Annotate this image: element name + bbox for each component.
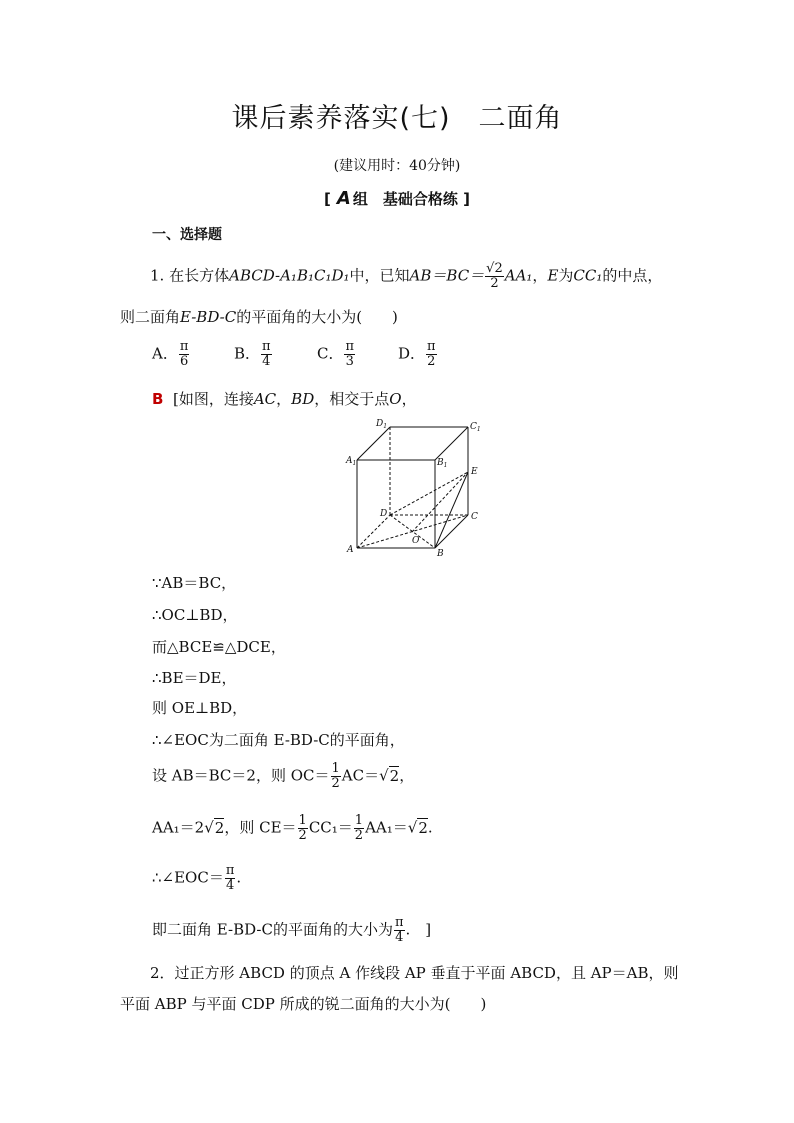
step-5: 则 OE⊥BD， — [152, 699, 248, 717]
option-label: D． — [398, 344, 426, 363]
q1-text: ， — [532, 266, 548, 285]
q2-line2: 平面 ABP 与平面 CDP 所成的锐二面角的大小为( ) — [120, 995, 487, 1013]
fraction — [225, 864, 236, 893]
frac-den: 4 — [262, 354, 271, 369]
q1-line2 — [120, 306, 398, 327]
step-3: 而△BCE≌△DCE， — [152, 638, 286, 656]
option-d[interactable] — [398, 340, 438, 369]
option-b[interactable] — [234, 340, 273, 369]
option-c[interactable] — [317, 340, 356, 369]
frac-den: 2 — [490, 276, 499, 291]
sqrt-value: 2 — [389, 766, 400, 785]
step-text: . ] — [405, 920, 432, 939]
option-label: A． — [152, 344, 178, 363]
fraction — [344, 340, 355, 369]
frac-num: 1 — [331, 761, 340, 776]
frac-num: √2 — [486, 261, 503, 276]
label-d1: $D_1$ — [376, 419, 388, 430]
label-b1: $B_1$ — [437, 458, 448, 469]
edge-b1c1 — [435, 427, 468, 460]
step-8: AA₁＝2√2，则 CE＝ $\frac{1}{2}$ CC₁＝ $\frac{1}{2}$ AA₁＝√2. — [152, 813, 433, 843]
frac-den: 2 — [298, 828, 307, 843]
frac-num: π — [394, 915, 404, 930]
group-letter: A — [336, 188, 351, 209]
q2-line1: 2．过正方形 ABCD 的顶点 A 作线段 AP 垂直于平面 ABCD，且 AP＝AB，则 — [150, 964, 679, 982]
frac-den: 4 — [395, 930, 404, 945]
answer-letter: B — [152, 390, 164, 408]
frac-num: π — [179, 339, 189, 354]
step-text: . — [236, 868, 242, 887]
option-label: C． — [317, 344, 344, 363]
frac-num: π — [427, 339, 436, 354]
label-a1: $A_1$ — [346, 456, 357, 467]
label-o: O — [412, 536, 420, 546]
step-text: ，则 CE＝ — [224, 818, 297, 837]
q1-solid: ABCD-A₁B₁C₁D₁ — [229, 266, 350, 285]
step-1: ∵AB＝BC， — [152, 574, 237, 592]
step-text: 设 AB＝BC＝2，则 OC＝ — [152, 766, 330, 785]
step-text: AA₁＝ — [365, 818, 408, 837]
step-text: AA₁＝2 — [152, 818, 205, 837]
answer-seg: AC — [253, 390, 277, 408]
label-d: D — [380, 509, 388, 519]
bracket-open: [ — [324, 190, 331, 208]
frac-num: π — [262, 339, 271, 354]
answer-intro — [152, 388, 417, 409]
fraction — [354, 814, 364, 843]
edge-be — [435, 472, 468, 548]
step-4: ∴BE＝DE， — [152, 669, 237, 687]
q1-text: 在长方体 — [169, 266, 230, 285]
q1-text: 为 — [558, 266, 574, 285]
q1-text: 的中点， — [602, 266, 663, 285]
frac-den: 2 — [354, 828, 364, 843]
q1-angle: E-BD-C — [180, 308, 237, 326]
answer-text: ， — [276, 390, 292, 408]
page-title — [0, 96, 794, 135]
step-text: ∴∠EOC＝ — [152, 868, 224, 887]
step-text: AC＝ — [341, 766, 380, 785]
fraction — [485, 262, 504, 291]
sqrt-value: 2 — [418, 818, 428, 837]
title-main: 课后素养落实(七) — [231, 103, 451, 134]
frac-num: 1 — [298, 813, 307, 828]
fraction — [331, 762, 341, 791]
answer-text: ，相交于点 — [314, 390, 390, 408]
q1-number: 1. — [150, 266, 165, 285]
frac-num: π — [345, 339, 355, 354]
q1-line1 — [150, 262, 662, 291]
label-e: E — [471, 467, 478, 477]
step-7: 设 AB＝BC＝2，则 OC＝ $\frac{1}{2}$ AC＝√2， — [152, 761, 415, 791]
title-topic: 二面角 — [478, 103, 563, 134]
edge-a1d1 — [357, 427, 390, 460]
frac-den: 4 — [225, 878, 235, 893]
step-2: ∴OC⊥BD， — [152, 606, 238, 624]
step-text: CC₁＝ — [308, 818, 353, 837]
step-text: . — [427, 818, 433, 837]
fraction — [426, 340, 437, 369]
fraction — [394, 916, 405, 945]
group-heading — [0, 188, 794, 209]
step-9 — [152, 864, 241, 893]
step-text: 即二面角 E-BD-C的平面角的大小为 — [152, 920, 393, 939]
step-text: ， — [399, 766, 415, 785]
bracket-close: ] — [463, 190, 470, 208]
q1-point: E — [547, 266, 559, 285]
frac-den: 3 — [345, 354, 354, 369]
answer-point: O — [389, 390, 402, 408]
option-a[interactable] — [152, 340, 190, 369]
q1-text: 则二面角 — [120, 308, 181, 326]
answer-text: [如图，连接 — [172, 390, 254, 408]
fraction — [261, 340, 272, 369]
label-c: C — [471, 512, 478, 522]
frac-num: π — [225, 863, 235, 878]
q1-eq: AB＝BC＝ — [409, 266, 485, 285]
label-c1: $C_1$ — [470, 422, 481, 433]
cuboid-figure — [340, 415, 490, 560]
fraction — [179, 340, 190, 369]
option-label: B． — [234, 344, 261, 363]
group-label: 组 基础合格练 — [352, 190, 458, 208]
section-heading: 一、选择题 — [152, 227, 222, 243]
frac-den: 2 — [427, 354, 436, 369]
answer-text: ， — [401, 390, 417, 408]
label-a: A — [347, 545, 354, 555]
q1-text: 中，已知 — [349, 266, 410, 285]
q1-text: 的平面角的大小为( ) — [236, 308, 398, 326]
label-b: B — [437, 549, 444, 559]
time-note: (建议用时：40分钟) — [333, 158, 461, 174]
sqrt-value: 2 — [214, 818, 225, 837]
frac-num: 1 — [354, 813, 364, 828]
step-6: ∴∠EOC为二面角 E-BD-C的平面角， — [152, 731, 405, 749]
edge-bc — [435, 515, 468, 548]
frac-den: 6 — [179, 354, 189, 369]
fraction — [298, 814, 308, 843]
seg-de — [390, 472, 468, 515]
step-10 — [152, 916, 431, 945]
answer-seg: BD — [291, 390, 315, 408]
q1-segment: CC₁ — [573, 266, 603, 285]
frac-den: 2 — [331, 776, 340, 791]
q1-eq: AA₁ — [504, 266, 533, 285]
